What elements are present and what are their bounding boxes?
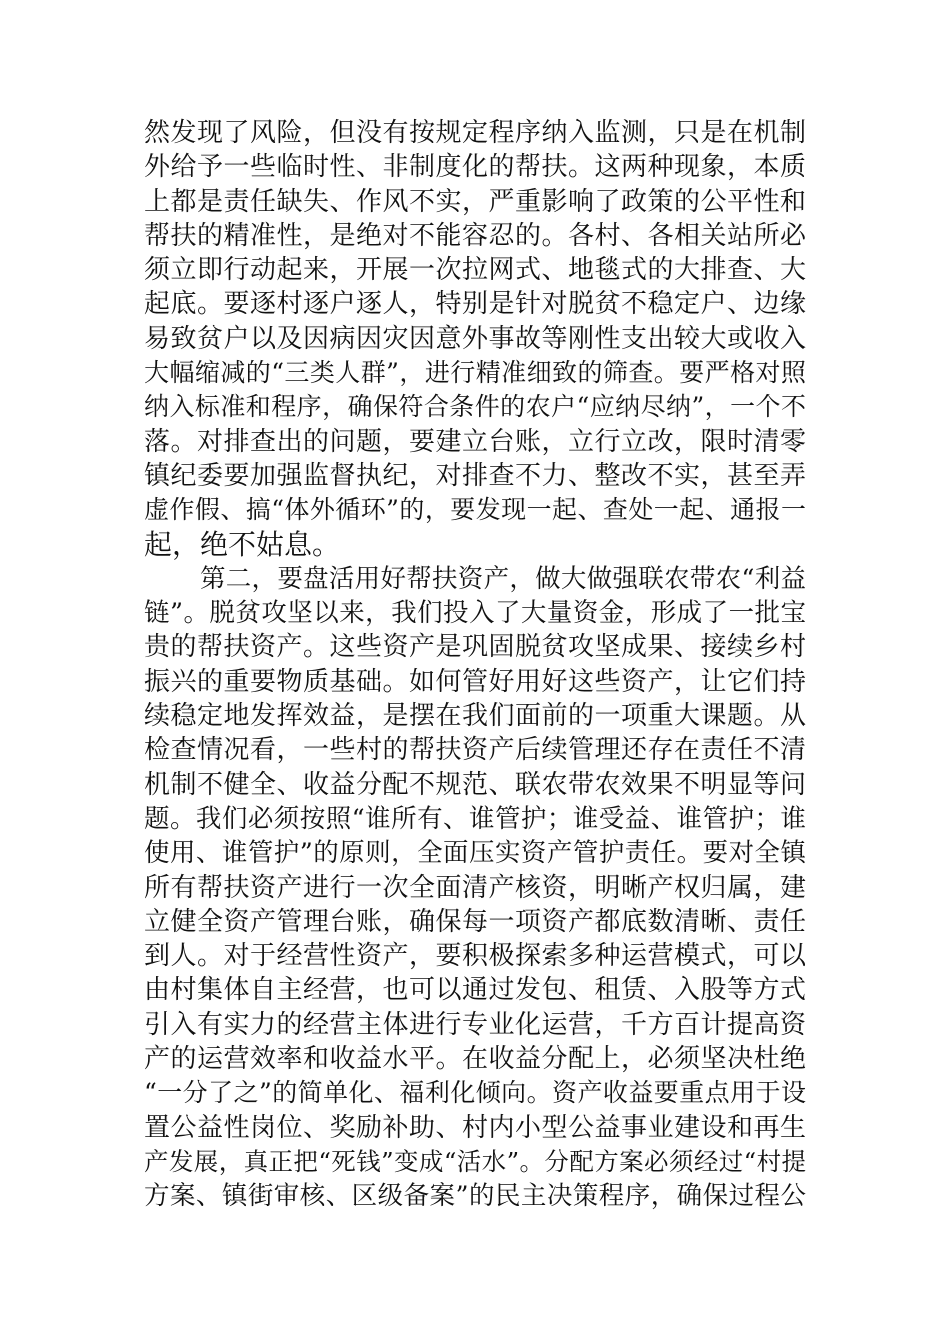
text-line: 虚作假、搞“体外循环”的，要发现一起、查处一起、通报一 — [144, 495, 806, 525]
text-line: 题。我们必须按照“谁所有、谁管护；谁受益、谁管护；谁 — [144, 803, 806, 834]
document-body — [144, 116, 806, 1214]
text-line: 镇纪委要加强监督执纪，对排查不力、整改不实，甚至弄 — [144, 460, 806, 491]
text-line: 由村集体自主经营，也可以通过发包、租赁、入股等方式 — [144, 975, 806, 1006]
text-line: 纳入标准和程序，确保符合条件的农户“应纳尽纳”，一个不 — [144, 392, 806, 422]
text-line: 须立即行动起来，开展一次拉网式、地毯式的大排查、大 — [144, 255, 806, 286]
text-line: 起，绝不姑息。 — [144, 527, 341, 561]
text-line: 产发展，真正把“死钱”变成“活水”。分配方案必须经过“村提 — [144, 1146, 806, 1176]
text-line: 外给予一些临时性、非制度化的帮扶。这两种现象，本质 — [144, 152, 806, 183]
text-line: 续稳定地发挥效益，是摆在我们面前的一项重大课题。从 — [144, 701, 806, 732]
text-line: 第二，要盘活用好帮扶资产，做大做强联农带农“利益 — [200, 563, 806, 594]
text-line: 置公益性岗位、奖励补助、村内小型公益事业建设和再生 — [144, 1112, 806, 1143]
text-line: 落。对排查出的问题，要建立台账，立行立改，限时清零 — [144, 426, 806, 457]
text-line: 使用、谁管护”的原则，全面压实资产管护责任。要对全镇 — [144, 838, 806, 869]
text-line: 检查情况看，一些村的帮扶资产后续管理还存在责任不清 — [144, 735, 806, 766]
text-line: 易致贫户以及因病因灾因意外事故等刚性支出较大或收入 — [144, 323, 806, 354]
text-line: 振兴的重要物质基础。如何管好用好这些资产，让它们持 — [144, 666, 806, 697]
text-line: 方案、镇街审核、区级备案”的民主决策程序，确保过程公 — [144, 1181, 806, 1212]
text-line: 所有帮扶资产进行一次全面清产核资，明晰产权归属，建 — [144, 872, 806, 903]
text-line: 大幅缩减的“三类人群”，进行精准细致的筛查。要严格对照 — [144, 358, 806, 388]
text-line: 帮扶的精准性，是绝对不能容忍的。各村、各相关站所必 — [144, 220, 806, 251]
text-line: 机制不健全、收益分配不规范、联农带农效果不明显等问 — [144, 769, 806, 800]
text-line: 链”。脱贫攻坚以来，我们投入了大量资金，形成了一批宝 — [144, 598, 806, 629]
text-line: 引入有实力的经营主体进行专业化运营，千方百计提高资 — [144, 1009, 806, 1040]
text-line: 然发现了风险，但没有按规定程序纳入监测，只是在机制 — [144, 118, 806, 148]
text-line: 产的运营效率和收益水平。在收益分配上，必须坚决杜绝 — [144, 1044, 806, 1075]
text-line: 上都是责任缺失、作风不实，严重影响了政策的公平性和 — [144, 186, 806, 217]
text-line: 立健全资产管理台账，确保每一项资产都底数清晰、责任 — [144, 906, 806, 937]
text-line: “一分了之”的简单化、福利化倾向。资产收益要重点用于设 — [144, 1078, 806, 1108]
text-line: 贵的帮扶资产。这些资产是巩固脱贫攻坚成果、接续乡村 — [144, 632, 806, 663]
text-line: 起底。要逐村逐户逐人，特别是针对脱贫不稳定户、边缘 — [144, 289, 806, 320]
text-line: 到人。对于经营性资产，要积极探索多种运营模式，可以 — [144, 941, 806, 972]
